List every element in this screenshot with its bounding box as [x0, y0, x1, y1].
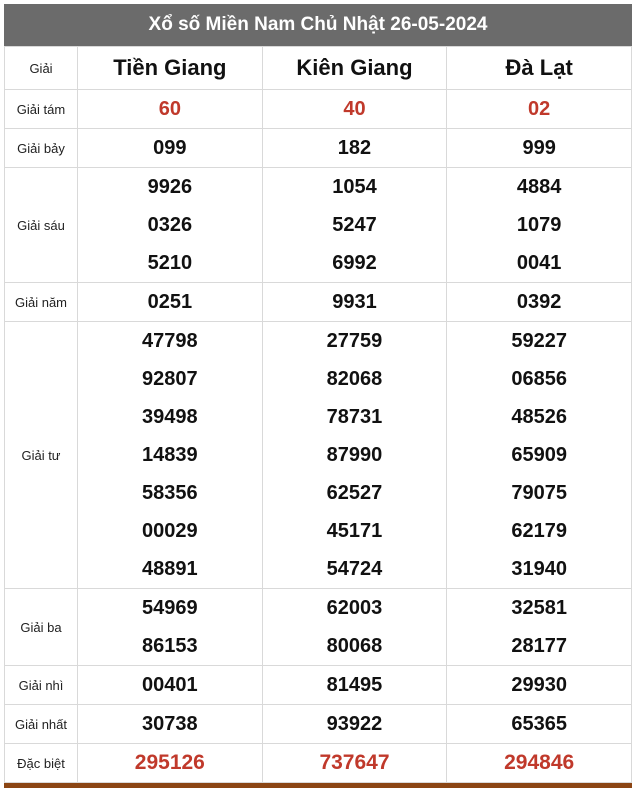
- result-number: 40: [343, 98, 366, 120]
- result-number: 9931: [332, 291, 377, 313]
- result-number: 45171: [326, 520, 383, 542]
- result-cell-da-lat: [447, 589, 632, 666]
- prize-column-header: Giải: [5, 47, 78, 90]
- result-number: 81495: [326, 674, 383, 696]
- result-number: 28177: [511, 635, 567, 657]
- result-number: 02: [528, 98, 551, 120]
- result-cell-da-lat: [447, 666, 632, 705]
- result-cell-da-lat: [447, 283, 632, 322]
- results-container: [4, 4, 632, 788]
- result-number: 86153: [142, 635, 198, 657]
- result-cell-kien-giang: [262, 666, 447, 705]
- result-number: 4884: [516, 176, 562, 198]
- result-cell-tien-giang: [78, 129, 263, 168]
- result-cell-kien-giang: [262, 90, 447, 129]
- prize-row: [5, 744, 632, 783]
- prize-row: [5, 168, 632, 283]
- result-number: 5247: [332, 214, 377, 236]
- result-number: 58356: [142, 482, 198, 504]
- result-number: 1054: [332, 176, 377, 198]
- result-cell-tien-giang: [78, 283, 263, 322]
- result-cell-tien-giang: [78, 322, 263, 589]
- result-number: 0251: [147, 291, 193, 313]
- result-cell-da-lat: [447, 168, 632, 283]
- result-number: 62179: [511, 520, 567, 542]
- result-number: 31940: [511, 558, 567, 580]
- prize-row: [5, 90, 632, 129]
- prize-row: [5, 129, 632, 168]
- result-cell-kien-giang: [262, 129, 447, 168]
- prize-row: [5, 322, 632, 589]
- result-number: 93922: [326, 713, 383, 735]
- result-number: 79075: [511, 482, 567, 504]
- result-number: 54724: [326, 558, 383, 580]
- results-table: [4, 46, 632, 783]
- result-number: 48891: [142, 558, 198, 580]
- result-number: 65365: [511, 713, 567, 735]
- result-number: 29930: [511, 674, 567, 696]
- result-cell-da-lat: [447, 744, 632, 783]
- result-number: 78731: [326, 406, 383, 428]
- results-body: [5, 90, 632, 783]
- result-cell-tien-giang: [78, 589, 263, 666]
- result-cell-da-lat: [447, 129, 632, 168]
- prize-row: [5, 283, 632, 322]
- result-number: 295126: [134, 751, 205, 774]
- result-number: 9926: [147, 176, 193, 198]
- page-title: Xổ số Miền Nam Chủ Nhật 26-05-2024: [4, 4, 632, 46]
- result-cell-da-lat: [447, 705, 632, 744]
- result-number: 39498: [142, 406, 198, 428]
- result-number: 32581: [511, 597, 567, 619]
- result-cell-kien-giang: [262, 283, 447, 322]
- prize-label: Giải tám: [5, 90, 78, 129]
- result-number: 294846: [504, 751, 575, 774]
- prize-label: Giải nhì: [5, 666, 78, 705]
- result-number: 82068: [326, 368, 383, 390]
- result-number: 00029: [142, 520, 198, 542]
- prize-label: Giải bảy: [5, 129, 78, 168]
- result-number: 65909: [511, 444, 567, 466]
- result-number: 30738: [142, 713, 198, 735]
- result-number: 87990: [326, 444, 383, 466]
- result-cell-tien-giang: [78, 168, 263, 283]
- prize-row: [5, 589, 632, 666]
- prize-row: [5, 705, 632, 744]
- result-cell-tien-giang: [78, 90, 263, 129]
- result-number: 0392: [516, 291, 562, 313]
- result-cell-tien-giang: [78, 705, 263, 744]
- result-cell-kien-giang: [262, 589, 447, 666]
- province-header-da-lat: Đà Lạt: [447, 47, 632, 90]
- result-number: 80068: [326, 635, 383, 657]
- result-number: 48526: [511, 406, 567, 428]
- result-cell-kien-giang: [262, 705, 447, 744]
- result-cell-da-lat: [447, 322, 632, 589]
- result-number: 92807: [142, 368, 198, 390]
- prize-label: Giải ba: [5, 589, 78, 666]
- result-number: 06856: [511, 368, 567, 390]
- result-number: 5210: [147, 252, 193, 274]
- prize-label: Giải năm: [5, 283, 78, 322]
- result-number: 60: [158, 98, 181, 120]
- result-number: 737647: [319, 751, 390, 774]
- prize-label: Giải nhất: [5, 705, 78, 744]
- prize-label: Giải tư: [5, 322, 78, 589]
- result-cell-tien-giang: [78, 666, 263, 705]
- result-cell-tien-giang: [78, 744, 263, 783]
- result-number: 099: [153, 137, 187, 159]
- province-header-kien-giang: Kiên Giang: [262, 47, 447, 90]
- result-cell-da-lat: [447, 90, 632, 129]
- result-number: 182: [337, 137, 372, 159]
- result-cell-kien-giang: [262, 168, 447, 283]
- result-number: 47798: [142, 330, 198, 352]
- result-number: 27759: [326, 330, 383, 352]
- result-number: 00401: [142, 674, 198, 696]
- result-number: 1079: [516, 214, 562, 236]
- result-number: 0326: [147, 214, 193, 236]
- result-number: 62527: [326, 482, 383, 504]
- result-number: 6992: [332, 252, 377, 274]
- province-header-tien-giang: Tiền Giang: [78, 47, 263, 90]
- result-cell-kien-giang: [262, 322, 447, 589]
- result-cell-kien-giang: [262, 744, 447, 783]
- result-number: 0041: [516, 252, 562, 274]
- bottom-divider: [4, 783, 632, 788]
- prize-label: Giải sáu: [5, 168, 78, 283]
- result-number: 14839: [142, 444, 198, 466]
- prize-label: Đặc biệt: [5, 744, 78, 783]
- result-number: 999: [522, 137, 556, 159]
- prize-row: [5, 666, 632, 705]
- result-number: 54969: [142, 597, 198, 619]
- result-number: 59227: [511, 330, 567, 352]
- result-number: 62003: [326, 597, 383, 619]
- header-row: [5, 47, 632, 90]
